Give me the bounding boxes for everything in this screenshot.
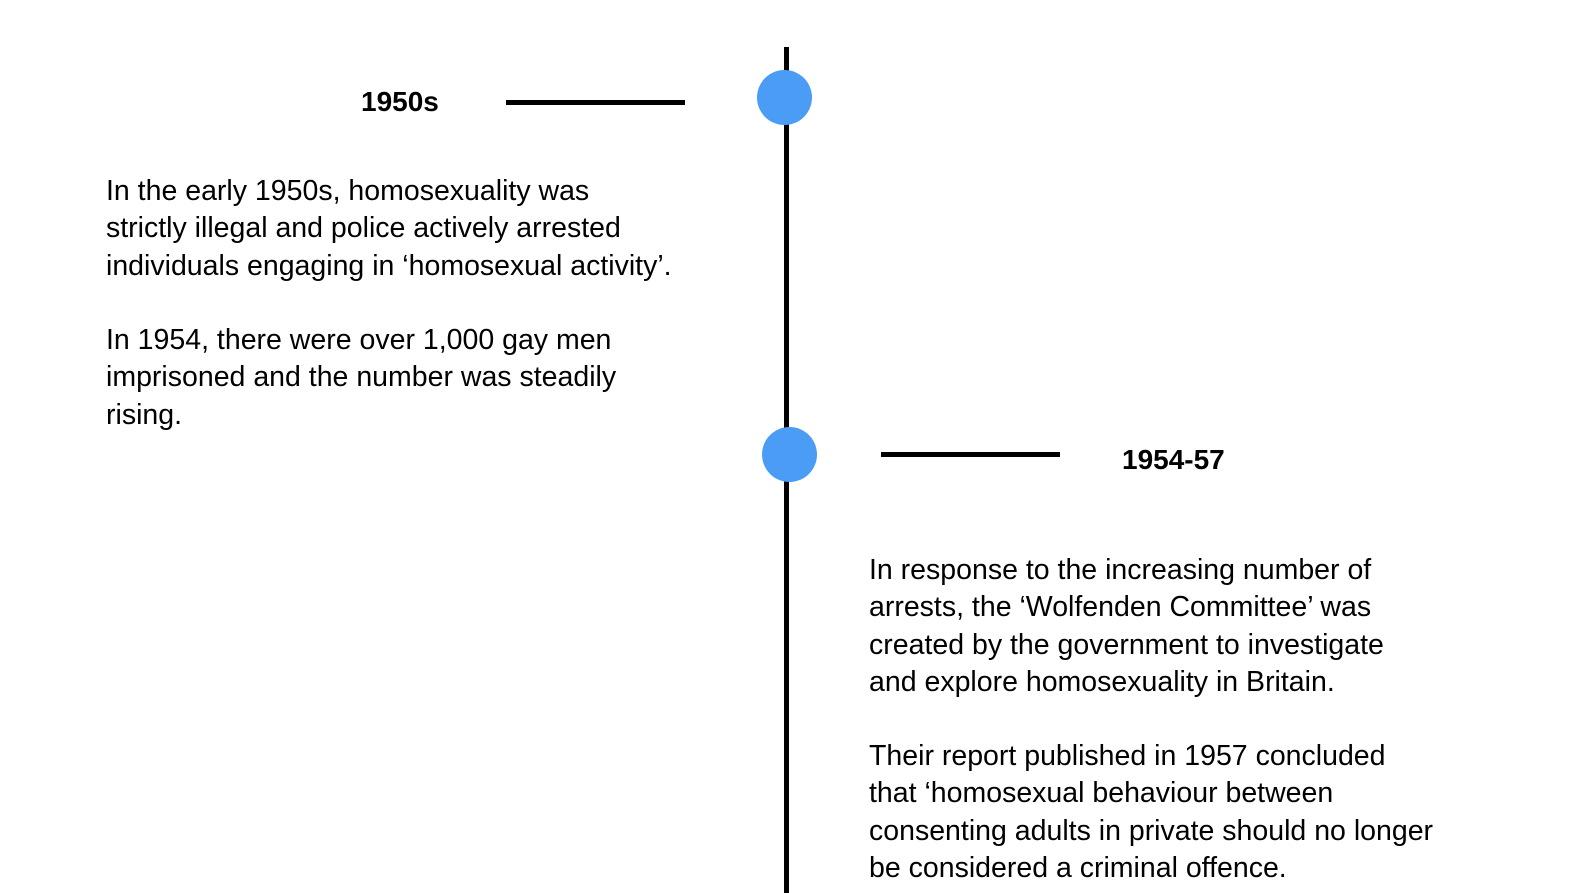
text-line: that ‘homosexual behaviour between <box>869 777 1334 810</box>
text-line: arrests, the ‘Wolfenden Committee’ was <box>869 591 1372 624</box>
text-line: Their report published in 1957 concluded <box>869 740 1386 772</box>
event-description-1950s-part-2 <box>106 322 616 434</box>
text-line: individuals engaging in ‘homosexual activity’. <box>106 249 672 282</box>
text-line: strictly illegal and police actively arrested <box>106 212 621 245</box>
text-line: created by the government to investigate <box>869 628 1384 661</box>
event-description-1954-57-part-2 <box>869 738 1433 887</box>
event-heading-1950s: 1950s <box>361 86 439 117</box>
text-line: rising. <box>106 398 183 431</box>
connector-line-1954-57 <box>881 452 1060 457</box>
timeline-node-1950s <box>757 70 812 125</box>
event-heading-1954-57: 1954-57 <box>1122 444 1225 475</box>
text-line: In 1954, there were over 1,000 gay men <box>106 324 612 356</box>
connector-line-1950s <box>506 100 685 105</box>
text-line: consenting adults in private should no longer <box>869 814 1434 847</box>
text-line: be considered a criminal offence. <box>869 851 1287 884</box>
text-line: In response to the increasing number of <box>869 554 1372 586</box>
text-line: In the early 1950s, homosexuality was <box>106 175 590 207</box>
event-description-1954-57-part-1 <box>869 552 1384 701</box>
text-line: and explore homosexuality in Britain. <box>869 665 1335 698</box>
text-line: imprisoned and the number was steadily <box>106 361 617 394</box>
event-description-1950s-part-1 <box>106 173 672 285</box>
timeline-node-1954-57 <box>762 427 817 482</box>
